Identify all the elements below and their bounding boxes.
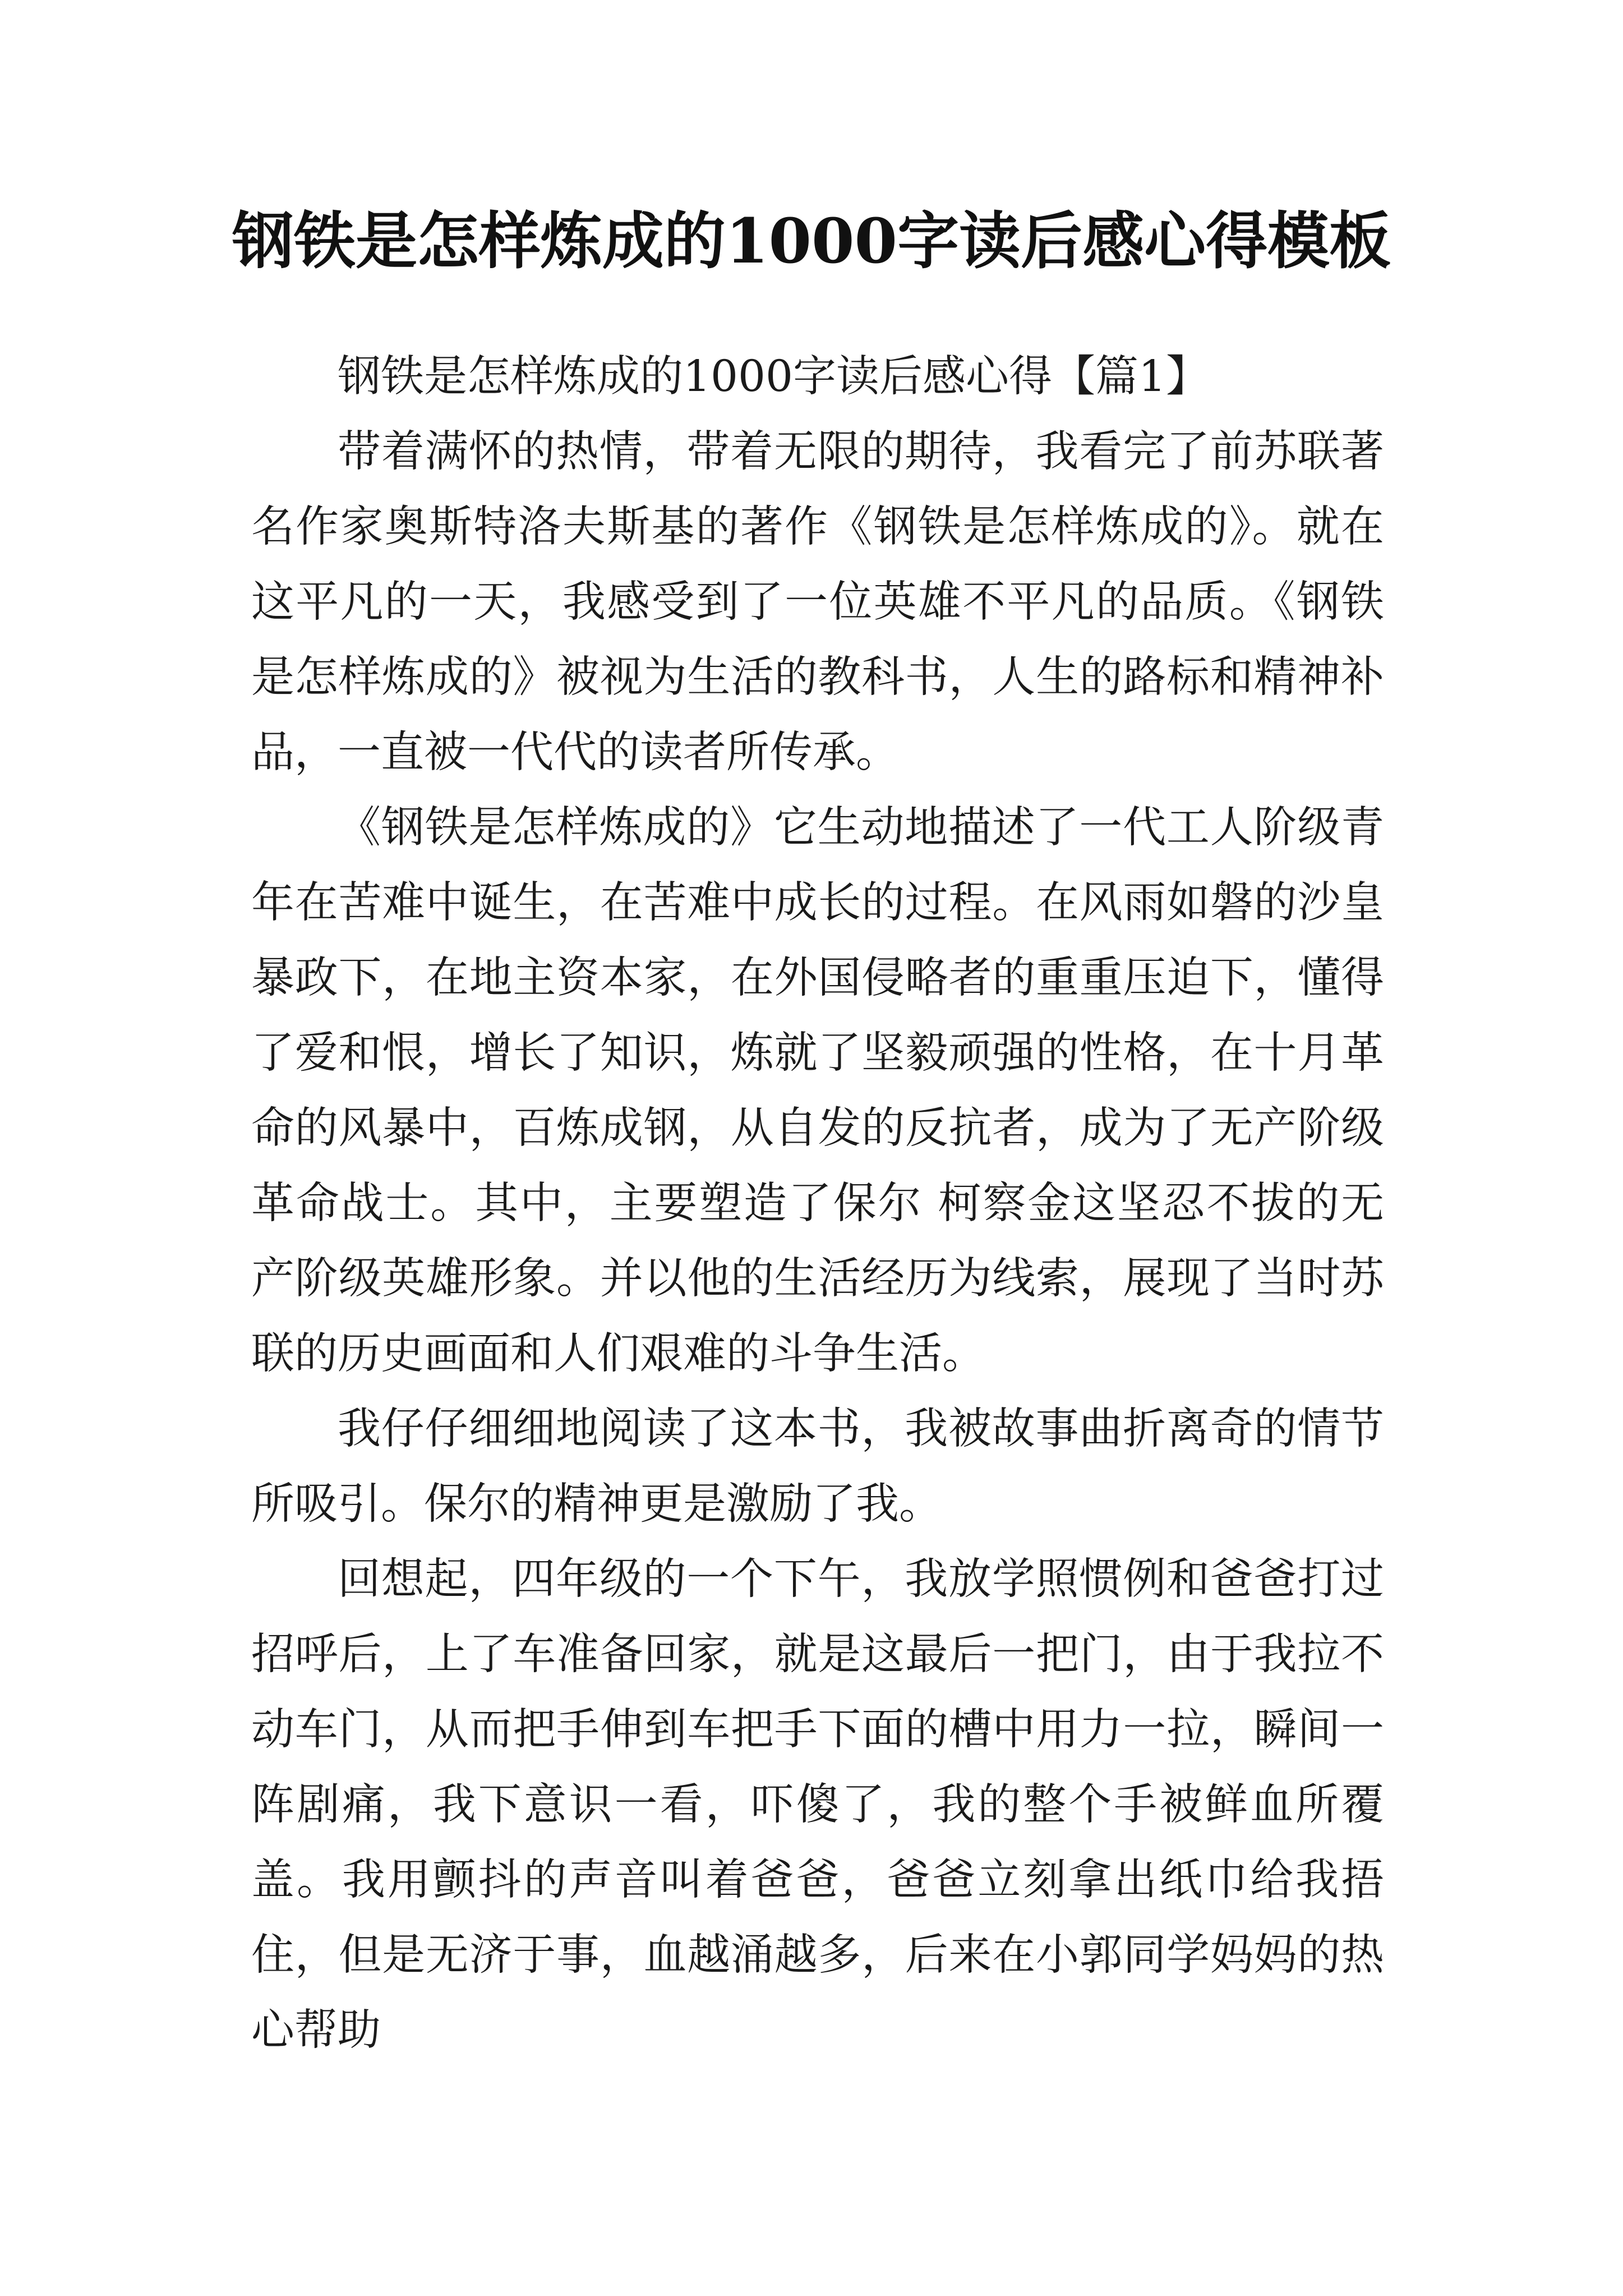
paragraph-section-heading: 钢铁是怎样炼成的1000字读后感心得【篇1】: [338, 352, 1209, 402]
paragraph: 带着满怀的热情，带着无限的期待，我看完了前苏联著名作家奥斯特洛夫斯基的著作《钢铁是怎样炼成的》。就在这平凡的一天，我感受到了一位英雄不平凡的品质。《钢铁是怎样炼成的》被视为生活的教科书，人生的路标和精神补品，一直被一代代的读者所传承。: [251, 427, 1384, 777]
paragraph: 我仔仔细细地阅读了这本书，我被故事曲折离奇的情节所吸引。保尔的精神更是激励了我。: [251, 1404, 1384, 1529]
document-body: [251, 339, 1384, 2068]
paragraph: 回想起，四年级的一个下午，我放学照惯例和爸爸打过招呼后，上了车准备回家，就是这最后一把门，由于我拉不动车门，从而把手伸到车把手下面的槽中用力一拉，瞬间一阵剧痛，我下意识一看，吓傻了，我的整个手被鲜血所覆盖。我用颤抖的声音叫着爸爸，爸爸立刻拿出纸巾给我捂住，但是无济于事，血越涌越多，后来在小郭同学妈妈的热心帮助: [251, 1554, 1384, 2055]
document-title: 钢铁是怎样炼成的1000字读后感心得模板: [232, 205, 1391, 277]
paragraph: 《钢铁是怎样炼成的》它生动地描述了一代工人阶级青年在苦难中诞生，在苦难中成长的过程。在风雨如磐的沙皇暴政下，在地主资本家，在外国侵略者的重重压迫下，懂得了爱和恨，增长了知识，炼就了坚毅顽强的性格，在十月革命的风暴中，百炼成钢，从自发的反抗者，成为了无产阶级革命战士。其中，主要塑造了保尔 柯察金这坚忍不拔的无产阶级英雄形象。并以他的生活经历为线索，展现了当时苏联的历史画面和人们艰难的斗争生活。: [251, 803, 1384, 1379]
